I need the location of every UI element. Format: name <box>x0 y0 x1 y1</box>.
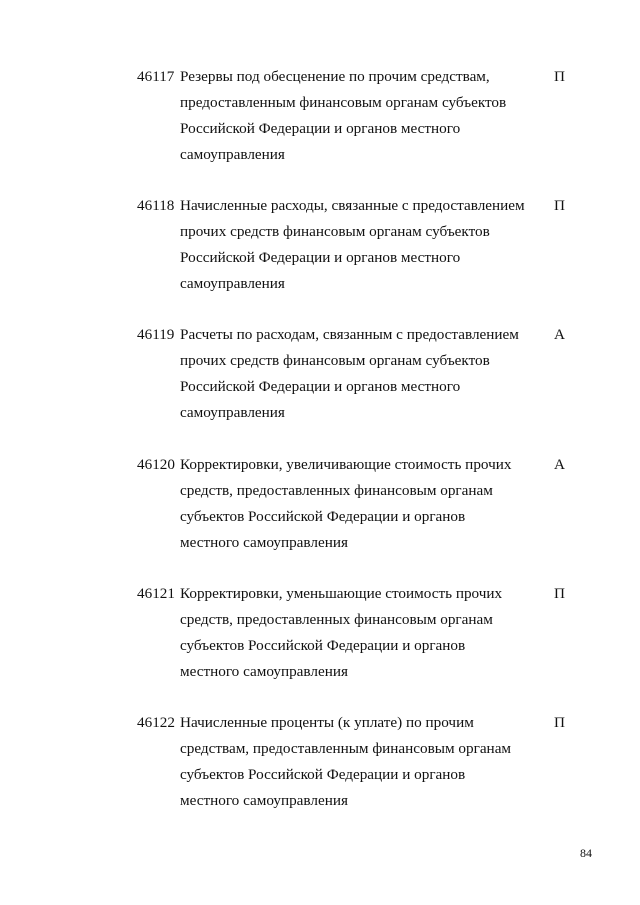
account-description <box>180 452 540 556</box>
account-code: 46122 <box>137 714 175 731</box>
account-code: 46117 <box>137 68 175 85</box>
description-line: прочих средств финансовым органам субъектов <box>180 223 490 240</box>
description-line: Начисленные проценты (к уплате) по прочим <box>180 714 474 731</box>
description-line: местного самоуправления <box>180 663 348 680</box>
account-description <box>180 710 540 814</box>
account-type-mark: А <box>554 456 565 473</box>
description-line: субъектов Российской Федерации и органов <box>180 508 466 525</box>
page-number: 84 <box>580 846 592 860</box>
description-line: Резервы под обесценение по прочим средствам, <box>180 68 490 85</box>
description-line: Корректировки, увеличивающие стоимость прочих <box>180 456 512 473</box>
description-line: самоуправления <box>180 146 285 163</box>
description-line: Расчеты по расходам, связанным с предоставлением <box>180 326 519 343</box>
description-line: самоуправления <box>180 275 285 292</box>
description-line: средств, предоставленных финансовым органам <box>180 611 493 628</box>
description-line: предоставленным финансовым органам субъектов <box>180 94 507 111</box>
account-code: 46118 <box>137 197 175 214</box>
description-line: Российской Федерации и органов местного <box>180 378 461 395</box>
description-line: местного самоуправления <box>180 534 348 551</box>
description-line: субъектов Российской Федерации и органов <box>180 637 466 654</box>
description-line: прочих средств финансовым органам субъектов <box>180 352 490 369</box>
account-type-mark: П <box>554 68 565 85</box>
account-description <box>180 193 540 297</box>
account-code: 46120 <box>137 456 175 473</box>
account-type-mark: П <box>554 197 565 214</box>
description-line: средств, предоставленных финансовым органам <box>180 482 493 499</box>
account-description <box>180 322 540 426</box>
account-type-mark: А <box>554 326 565 343</box>
account-code: 46121 <box>137 585 175 602</box>
description-line: Начисленные расходы, связанные с предоставлением <box>180 197 525 214</box>
description-line: Корректировки, уменьшающие стоимость прочих <box>180 585 503 602</box>
description-line: местного самоуправления <box>180 792 348 809</box>
account-description <box>180 581 540 685</box>
account-type-mark: П <box>554 585 565 602</box>
description-line: Российской Федерации и органов местного <box>180 249 461 266</box>
account-description <box>180 64 540 168</box>
description-line: субъектов Российской Федерации и органов <box>180 766 466 783</box>
account-code: 46119 <box>137 326 175 343</box>
description-line: Российской Федерации и органов местного <box>180 120 461 137</box>
description-line: средствам, предоставленным финансовым органам <box>180 740 512 757</box>
description-line: самоуправления <box>180 404 285 421</box>
account-type-mark: П <box>554 714 565 731</box>
